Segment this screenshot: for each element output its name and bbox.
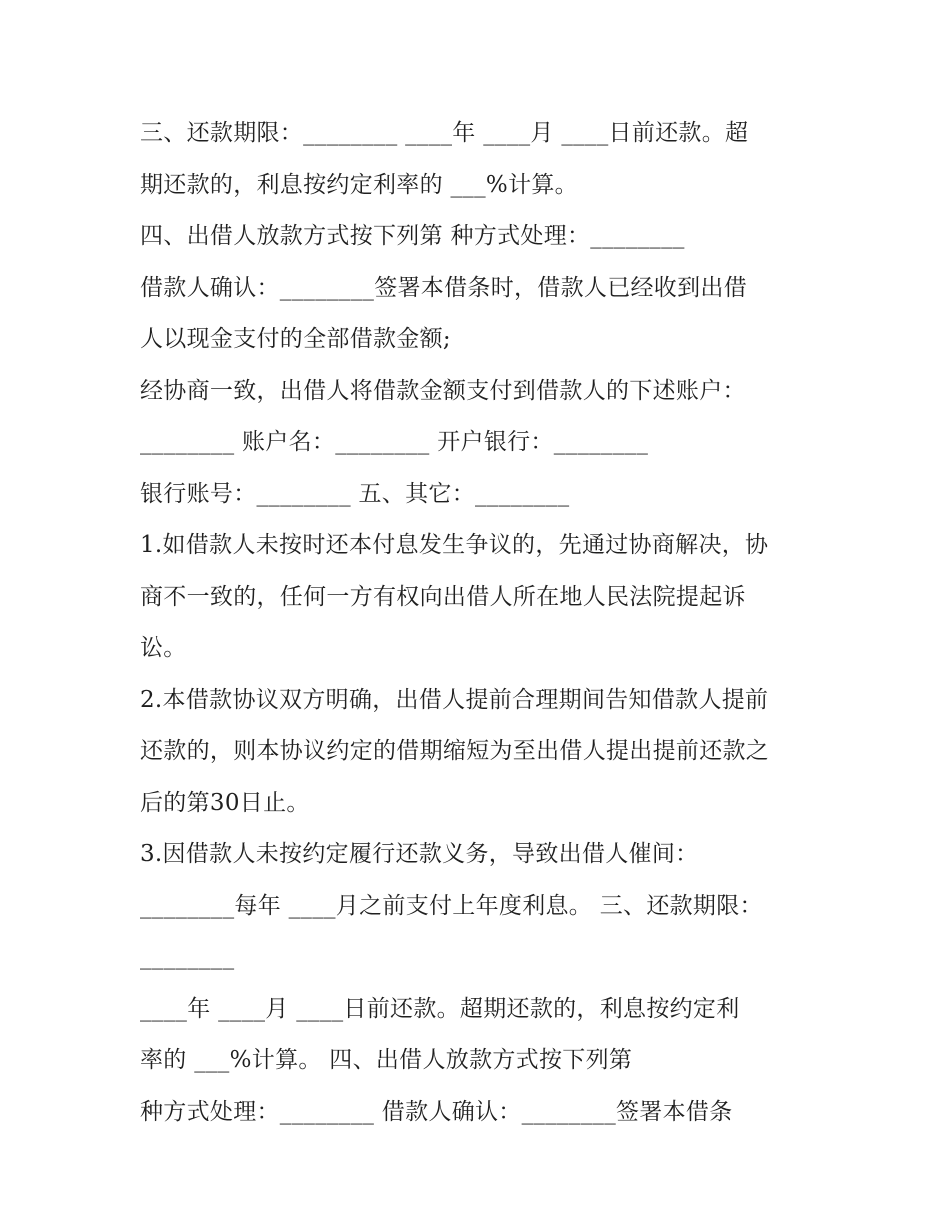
- text-line: 2.本借款协议双方明确，出借人提前合理期间告知借款人提前: [140, 686, 769, 713]
- text-line: ________每年 ____月之前支付上年度利息。 三、还款期限：: [140, 892, 763, 919]
- text-line: 三、还款期限：________ ____年 ____月 ____日前还款。超: [140, 120, 749, 146]
- text-line: 人以现金支付的全部借款金额;: [140, 326, 451, 352]
- text-line: 四、出借人放款方式按下列第 种方式处理：________: [140, 223, 685, 249]
- text-line: 经协商一致，出借人将借款金额支付到借款人的下述账户：: [140, 377, 746, 404]
- text-line: 种方式处理：________ 借款人确认：________签署本借条: [140, 1098, 733, 1125]
- text-line: ____年 ____月 ____日前还款。超期还款的，利息按约定利: [140, 995, 740, 1022]
- text-line: 率的 ___%计算。 四、出借人放款方式按下列第: [140, 1047, 633, 1073]
- text-line: 借款人确认：________签署本借条时，借款人已经收到出借: [140, 274, 747, 301]
- text-line: 讼。: [140, 635, 187, 661]
- text-line: 1.如借款人未按时还本付息发生争议的，先通过协商解决，协: [140, 532, 769, 558]
- text-line: 还款的，则本协议约定的借期缩短为至出借人提出提前还款之: [140, 738, 770, 764]
- text-line: 3.因借款人未按约定履行还款义务，导致出借人催间：: [140, 841, 699, 867]
- text-line: 后的第30日止。: [140, 789, 310, 816]
- document-body: [140, 108, 820, 1138]
- text-line: 银行账号：________ 五、其它：________: [140, 480, 570, 507]
- text-line: 商不一致的，任何一方有权向出借人所在地人民法院提起诉: [140, 583, 746, 610]
- text-line: 期还款的，利息按约定利率的 ___%计算。: [140, 171, 578, 198]
- text-line: ________ 账户名：________ 开户银行：________: [140, 429, 649, 455]
- text-line: ________: [140, 944, 235, 970]
